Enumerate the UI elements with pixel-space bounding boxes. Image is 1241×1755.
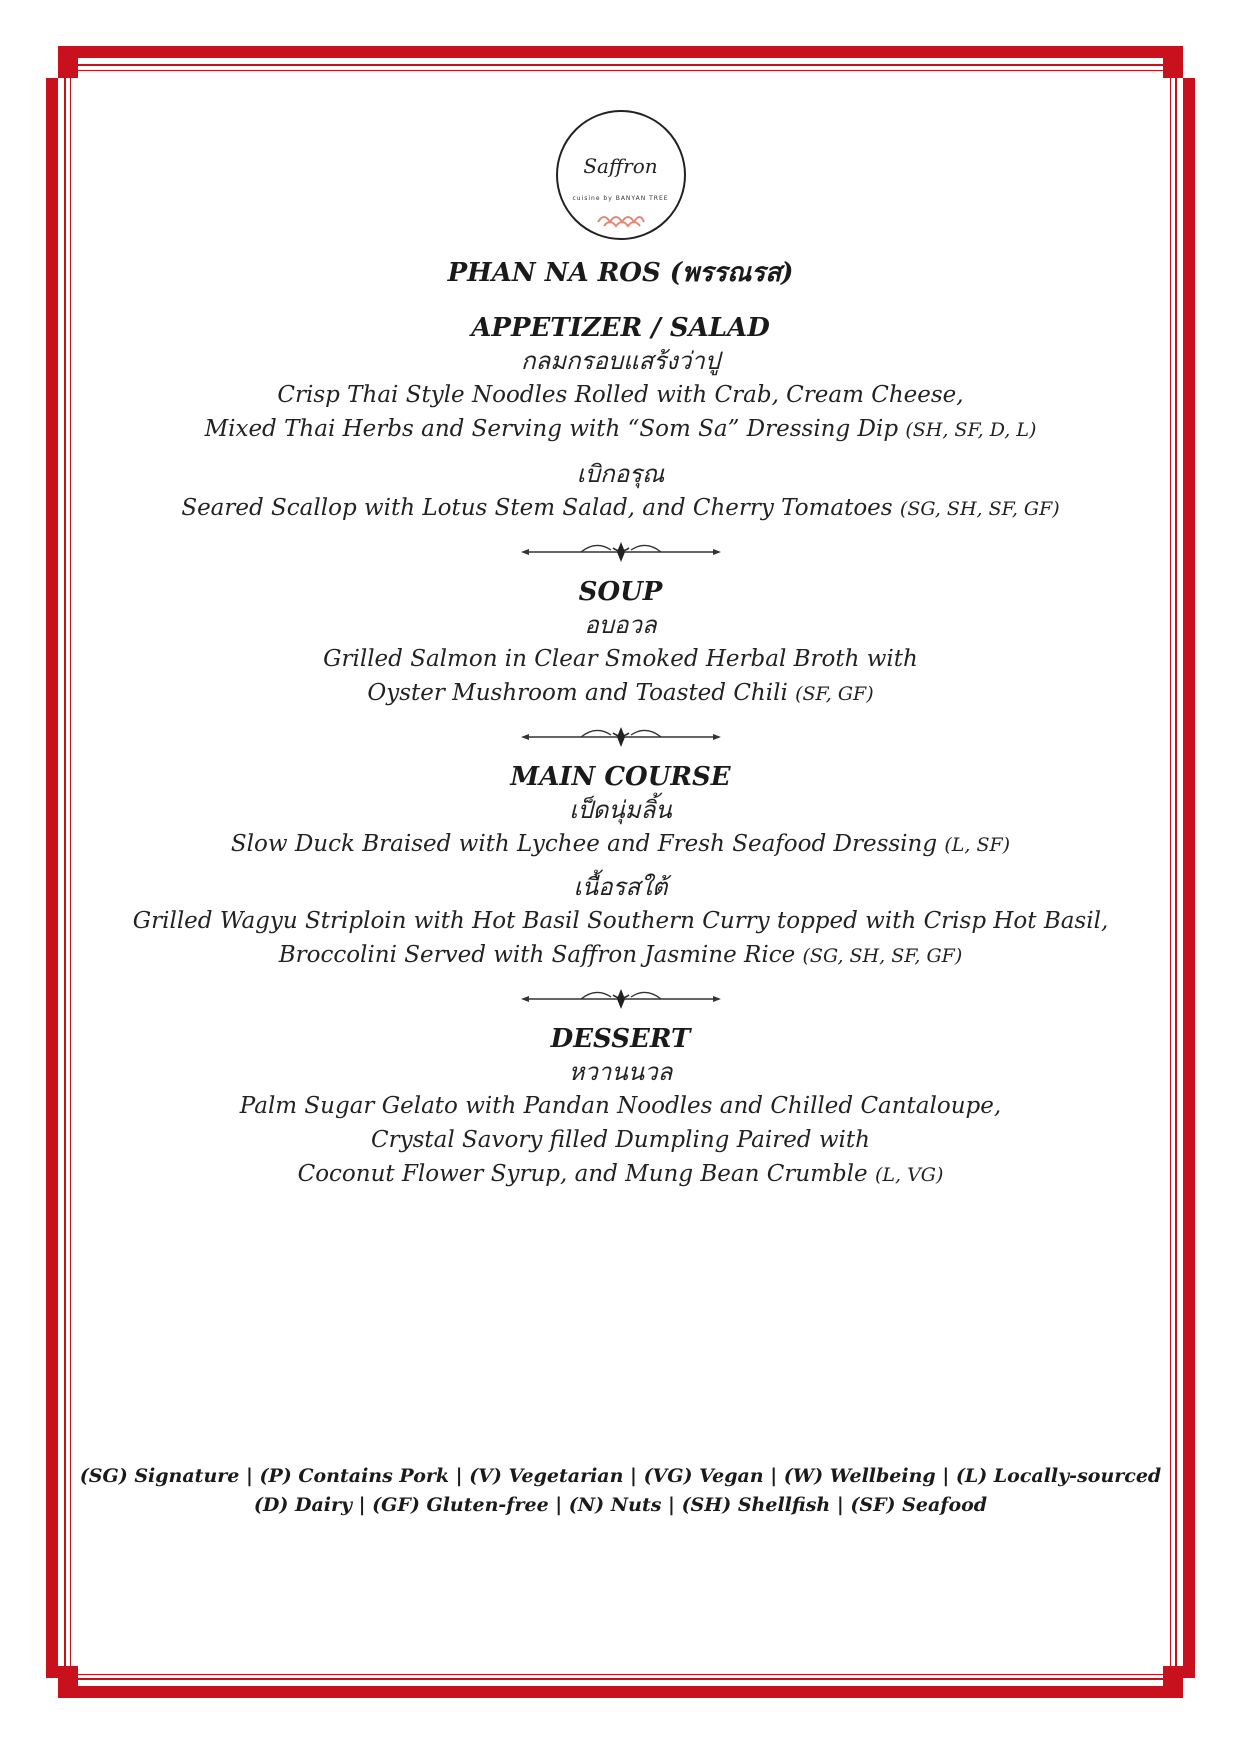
ornament-divider bbox=[88, 725, 1153, 749]
dietary-tags: (SG, SH, SF, GF) bbox=[802, 945, 963, 967]
logo-subline: cuisine by BANYAN TREE bbox=[572, 195, 669, 202]
frame-corner bbox=[1163, 46, 1183, 78]
section-title: SOUP bbox=[578, 577, 663, 607]
dietary-tags: (SG, SH, SF, GF) bbox=[899, 498, 1060, 520]
dish-description-line: Grilled Wagyu Striploin with Hot Basil Southern Curry topped with Crisp Hot Basil, bbox=[132, 908, 1109, 934]
ornament-icon bbox=[521, 987, 721, 1011]
dish-thai-name: กลมกรอบแสร้งว่าปู bbox=[520, 347, 721, 375]
wave-icon bbox=[596, 208, 646, 228]
dish-thai-name: อบอวล bbox=[584, 611, 657, 639]
dish-description-line bbox=[88, 1157, 1153, 1192]
dish-description-text: Mixed Thai Herbs and Serving with “Som Sa” Dressing Dip bbox=[204, 416, 899, 442]
frame-hairline bbox=[70, 70, 1171, 71]
section-appetizer bbox=[88, 312, 1153, 526]
frame-hairline bbox=[70, 70, 71, 1675]
frame-left-bar bbox=[46, 78, 58, 1678]
menu-content bbox=[88, 110, 1153, 1192]
dish-description-line bbox=[88, 827, 1153, 862]
dish-thai-name: เป็ดนุ่มลิ้น bbox=[569, 796, 672, 824]
frame-inner-line bbox=[64, 78, 66, 1678]
legend-line: (SG) Signature | (P) Contains Pork | (V) Vegetarian | (VG) Vegan | (W) Wellbeing | (L) Locally-sourced bbox=[79, 1465, 1162, 1487]
ornament-icon bbox=[521, 725, 721, 749]
saffron-logo bbox=[556, 110, 686, 240]
dish-thai-name: เบิกอรุณ bbox=[576, 460, 665, 488]
menu-title: PHAN NA ROS (พรรณรส) bbox=[447, 258, 794, 288]
dish-description-text: Broccolini Served with Saffron Jasmine Rice bbox=[278, 942, 796, 968]
dish-description-text: Oyster Mushroom and Toasted Chili bbox=[367, 680, 788, 706]
dietary-tags: (SF, GF) bbox=[795, 683, 874, 705]
dietary-tags: (L, SF) bbox=[944, 834, 1011, 856]
ornament-icon bbox=[521, 540, 721, 564]
dish-description-line bbox=[88, 938, 1153, 973]
dish-description-text: Seared Scallop with Lotus Stem Salad, and Cherry Tomatoes bbox=[181, 495, 893, 521]
dish-description-line bbox=[88, 412, 1153, 447]
section-title: APPETIZER / SALAD bbox=[471, 313, 770, 343]
legend-line: (D) Dairy | (GF) Gluten-free | (N) Nuts | (SH) Shellfish | (SF) Seafood bbox=[253, 1494, 988, 1516]
logo-wrap bbox=[88, 110, 1153, 240]
frame-corner bbox=[58, 1666, 78, 1698]
section-soup bbox=[88, 576, 1153, 711]
frame-bottom-bar bbox=[78, 1686, 1163, 1698]
section-dessert bbox=[88, 1023, 1153, 1192]
dish-description-line bbox=[88, 676, 1153, 711]
dietary-tags: (L, VG) bbox=[874, 1164, 944, 1186]
section-main-course bbox=[88, 761, 1153, 973]
section-title: DESSERT bbox=[550, 1024, 691, 1054]
logo-wordmark: Saffron bbox=[583, 154, 658, 178]
dish-description-line: Crisp Thai Style Noodles Rolled with Crab, Cream Cheese, bbox=[277, 382, 964, 408]
dish-description-text: Coconut Flower Syrup, and Mung Bean Crumble bbox=[297, 1161, 868, 1187]
ornament-divider bbox=[88, 540, 1153, 564]
dietary-legend bbox=[60, 1462, 1181, 1520]
section-title: MAIN COURSE bbox=[510, 762, 731, 792]
frame-corner bbox=[58, 46, 78, 78]
frame-hairline bbox=[70, 1674, 1171, 1675]
frame-inner-line bbox=[78, 64, 1163, 66]
dish-description-line: Palm Sugar Gelato with Pandan Noodles and Chilled Cantaloupe, bbox=[239, 1093, 1002, 1119]
frame-right-bar bbox=[1183, 78, 1195, 1678]
dish-description-line: Crystal Savory filled Dumpling Paired with bbox=[371, 1127, 870, 1153]
ornament-divider bbox=[88, 987, 1153, 1011]
dish-thai-name: เนื้อรสใต้ bbox=[573, 873, 668, 901]
dish-description-line: Grilled Salmon in Clear Smoked Herbal Broth with bbox=[323, 646, 918, 672]
frame-corner bbox=[1163, 1666, 1183, 1698]
dish-thai-name: หวานนวล bbox=[568, 1058, 673, 1086]
frame-top-bar bbox=[78, 46, 1163, 58]
frame-inner-line bbox=[78, 1678, 1163, 1680]
frame-inner-line bbox=[1175, 78, 1177, 1678]
dish-description-text: Slow Duck Braised with Lychee and Fresh Seafood Dressing bbox=[230, 831, 938, 857]
dietary-tags: (SH, SF, D, L) bbox=[905, 419, 1037, 441]
dish-description-line bbox=[88, 491, 1153, 526]
frame-hairline bbox=[1170, 70, 1171, 1675]
